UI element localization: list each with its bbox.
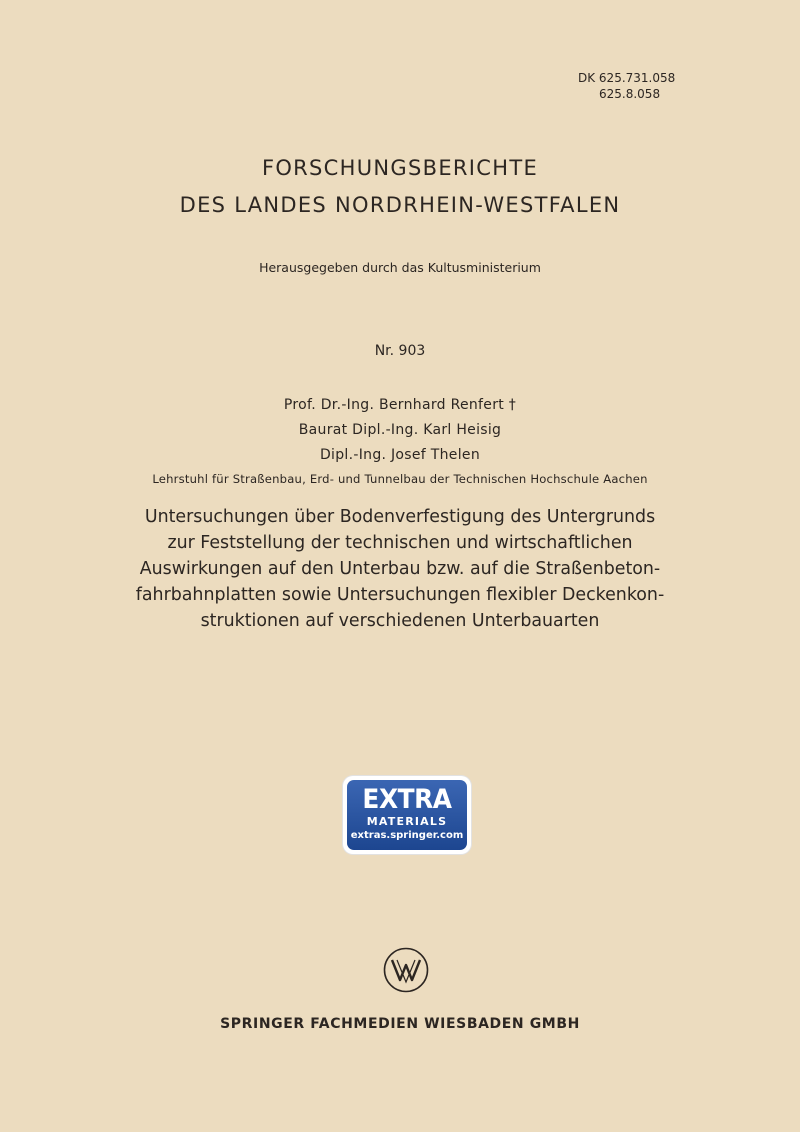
badge-extra-word: EXTRA — [362, 784, 452, 815]
author-2: Baurat Dipl.-Ing. Karl Heisig — [298, 422, 502, 438]
author-1: Prof. Dr.-Ing. Bernhard Renfert † — [283, 397, 517, 413]
editor-note: Herausgegeben durch das Kultusministerium — [259, 260, 541, 275]
title-line-2: zur Feststellung der technischen und wirtschaftlichen — [167, 533, 633, 553]
title-line-5: struktionen auf verschiedenen Unterbauarten — [200, 611, 600, 631]
book-title — [0, 504, 800, 634]
series-title-line-2: DES LANDES NORDRHEIN-WESTFALEN — [179, 193, 621, 217]
institution: Lehrstuhl für Straßenbau, Erd- und Tunnelbau der Technischen Hochschule Aachen — [152, 472, 648, 486]
series-title-line-1: FORSCHUNGSBERICHTE — [261, 156, 539, 180]
classification-line-1: DK 625.731.058 — [578, 71, 676, 85]
springer-vw-logo-icon — [383, 947, 429, 993]
classification-code — [578, 70, 675, 102]
title-line-4: fahrbahnplatten sowie Untersuchungen flexibler Deckenkon- — [135, 585, 665, 605]
extra-materials-badge[interactable] — [343, 776, 471, 854]
extra-materials-badge-inner — [347, 780, 467, 850]
report-number: Nr. 903 — [374, 343, 426, 359]
classification-line-2: 625.8.058 — [599, 87, 661, 101]
publisher-name: SPRINGER FACHMEDIEN WIESBADEN GMBH — [220, 1016, 580, 1032]
title-line-1: Untersuchungen über Bodenverfestigung des Untergrunds — [144, 507, 656, 527]
badge-materials-word: MATERIALS — [366, 815, 448, 828]
badge-url[interactable]: extras.springer.com — [350, 830, 464, 841]
author-3: Dipl.-Ing. Josef Thelen — [319, 447, 481, 463]
title-line-3: Auswirkungen auf den Unterbau bzw. auf die Straßenbeton- — [139, 559, 661, 579]
